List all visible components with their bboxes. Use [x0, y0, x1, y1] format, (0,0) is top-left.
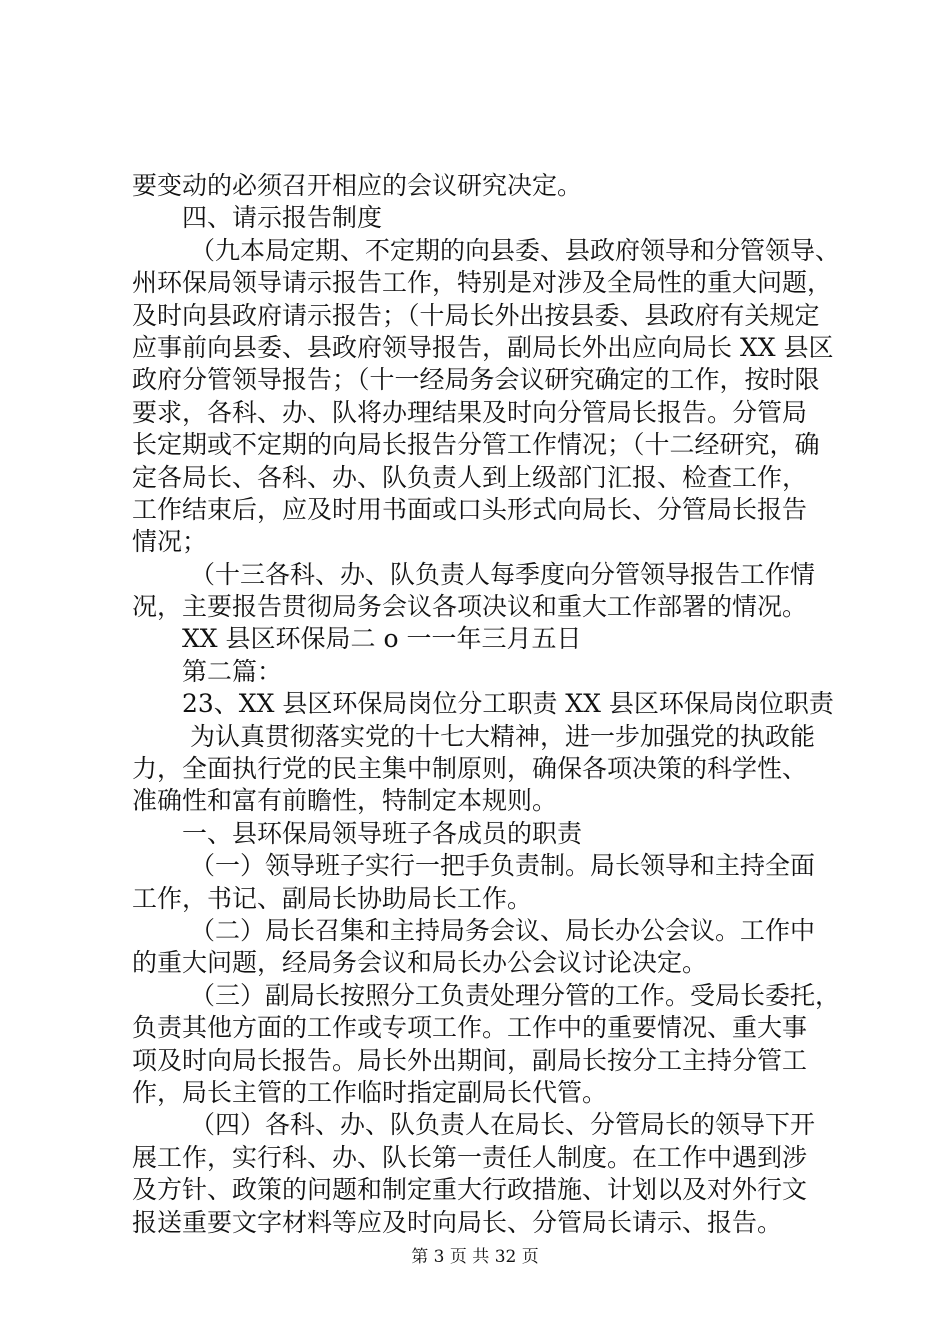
text-line: 展工作，实行科、办、队长第一责任人制度。在工作中遇到涉 — [132, 1142, 808, 1172]
text-line: 及方针、政策的问题和制定重大行政措施、计划以及对外行文 — [132, 1175, 808, 1205]
text-line: 四、请示报告制度 — [182, 203, 383, 233]
text-line: （十三各科、办、队负责人每季度向分管领导报告工作情 — [190, 559, 816, 589]
text-line: 定各局长、各科、办、队负责人到上级部门汇报、检查工作， — [132, 462, 808, 492]
text-line: （二）局长召集和主持局务会议、局长办公会议。工作中 — [190, 915, 816, 945]
text-line: 第二篇： — [182, 656, 283, 686]
text-line: 要变动的必须召开相应的会议研究决定。 — [132, 171, 583, 200]
text-line: 负责其他方面的工作或专项工作。工作中的重要情况、重大事 — [132, 1013, 808, 1043]
text-line: 及时向县政府请示报告；（十局长外出按县委、县政府有关规定 — [132, 300, 820, 330]
text-line: 要求，各科、办、队将办理结果及时向分管局长报告。分管局 — [132, 397, 808, 427]
text-line: （三）副局长按照分工负责处理分管的工作。受局长委托， — [190, 980, 841, 1010]
text-line: 州环保局领导请示报告工作，特别是对涉及全局性的重大问题， — [132, 268, 833, 298]
text-line: 项及时向局长报告。局长外出期间，副局长按分工主持分管工 — [132, 1045, 808, 1075]
text-line: 23、XX 县区环保局岗位分工职责 XX 县区环保局岗位职责 — [182, 689, 834, 719]
text-line: 工作，书记、副局长协助局长工作。 — [132, 883, 533, 913]
text-line: 准确性和富有前瞻性，特制定本规则。 — [132, 786, 558, 816]
text-line: （九本局定期、不定期的向县委、县政府领导和分管领导、 — [190, 235, 841, 265]
text-line: （一）领导班子实行一把手负责制。局长领导和主持全面 — [190, 851, 816, 881]
text-line: 的重大问题，经局务会议和局长办公会议讨论决定。 — [132, 948, 708, 978]
page-footer: 第 3 页 共 32 页 — [411, 1247, 539, 1267]
text-line: 报送重要文字材料等应及时向局长、分管局长请示、报告。 — [132, 1207, 783, 1237]
document-body — [132, 170, 841, 1239]
text-line: XX 县区环保局二 o 一一年三月五日 — [182, 624, 582, 654]
text-line: 工作结束后，应及时用书面或口头形式向局长、分管局长报告 — [132, 494, 808, 524]
text-line: 况，主要报告贯彻局务会议各项决议和重大工作部署的情况。 — [132, 592, 808, 622]
text-line: 力，全面执行党的民主集中制原则，确保各项决策的科学性、 — [132, 754, 808, 784]
text-line: 一、县环保局领导班子各成员的职责 — [182, 818, 583, 848]
text-line: （四）各科、办、队负责人在局长、分管局长的领导下开 — [190, 1110, 816, 1140]
text-line: 作，局长主管的工作临时指定副局长代管。 — [132, 1077, 608, 1107]
text-line: 为认真贯彻落实党的十七大精神，进一步加强党的执政能 — [190, 721, 816, 751]
text-line: 应事前向县委、县政府领导报告，副局长外出应向局长 XX 县区 — [132, 332, 834, 362]
text-line: 政府分管领导报告；（十一经局务会议研究确定的工作，按时限 — [132, 365, 820, 395]
text-line: 长定期或不定期的向局长报告分管工作情况；（十二经研究，确 — [132, 430, 820, 460]
text-line: 情况； — [132, 527, 208, 557]
